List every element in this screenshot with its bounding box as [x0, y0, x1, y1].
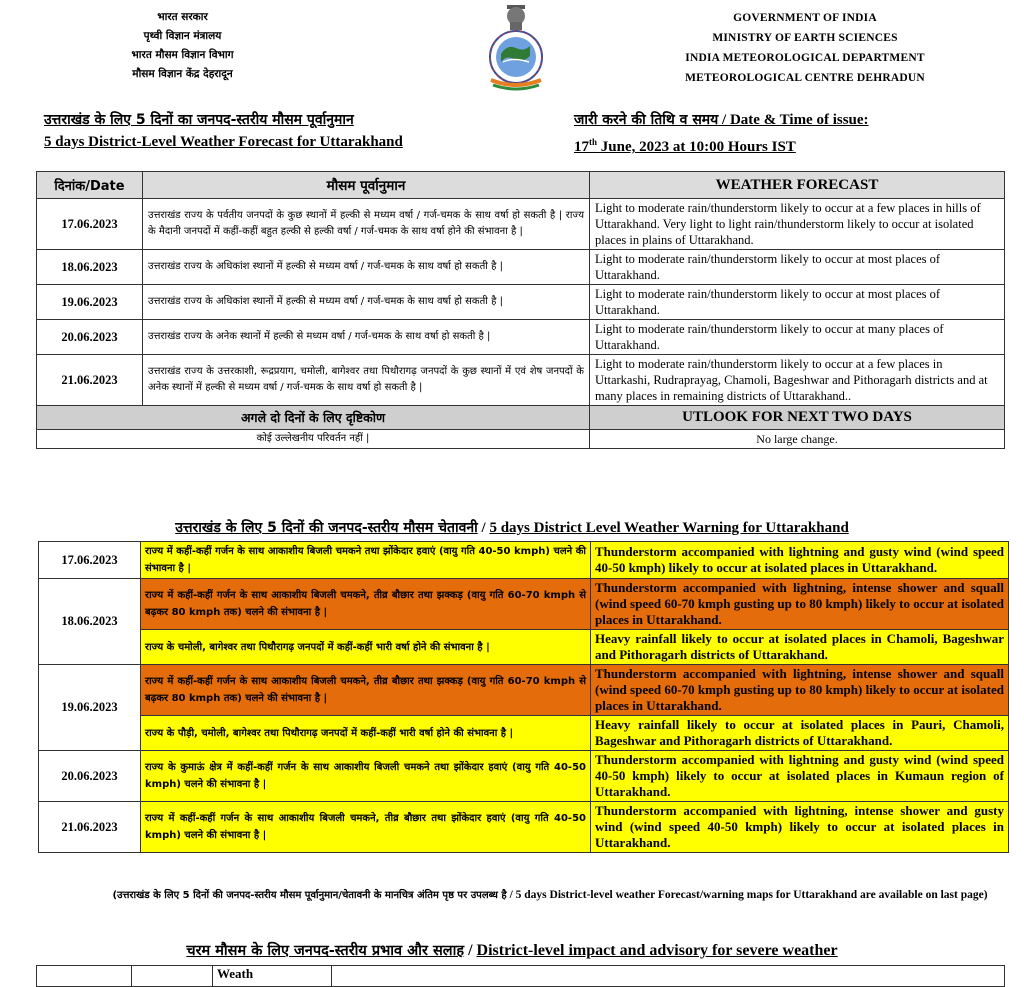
row-hindi-forecast: उत्तराखंड राज्य के अधिकांश स्थानों में हल्की से मध्यम वर्षा / गर्ज-चमक के साथ वर्षा हो सकती है | — [143, 285, 590, 320]
warning-date: 18.06.2023 — [39, 579, 141, 665]
outlook-value-english: No large change. — [590, 430, 1005, 449]
header-hindi-line: भारत सरकार — [157, 11, 208, 23]
warning-date: 21.06.2023 — [39, 802, 141, 853]
warning-hindi-yellow: राज्य के कुमाऊं क्षेत्र में कहीं-कहीं गर्जन के साथ आकाशीय बिजली चमकने तथा झोंकेदार हवाएं (वायु गति 40-50 kmph) चलने की संभावना है | — [141, 751, 591, 802]
warning-hindi-yellow: राज्य में कहीं-कहीं गर्जन के साथ आकाशीय बिजली चमकने, तीव्र बौछार तथा झोंकेदार हवाएं (वायु गति 40-50 kmph) चलने की संभावना है | — [141, 802, 591, 853]
warning-date: 20.06.2023 — [39, 751, 141, 802]
header-english-line: INDIA METEOROLOGICAL DEPARTMENT — [685, 52, 925, 64]
issue-datetime — [574, 131, 869, 158]
issue-day: 17 — [574, 139, 589, 155]
header-english — [660, 8, 950, 88]
warning-title-hindi: उत्तराखंड के लिए 5 दिनों की जनपद-स्तरीय मौसम चेतावनी — [175, 520, 478, 536]
table-row — [39, 542, 1009, 579]
warning-english-orange: Thunderstorm accompanied with lightning, intense shower and squall (wind speed 60-70 kmph gusting up to 80 kmph) likely to occur at isolated places in Uttarakhand. — [591, 665, 1009, 716]
advisory-title-separator: / — [464, 942, 477, 959]
footnote-hindi: (उत्तराखंड के लिए 5 दिनों की जनपद-स्तरीय मौसम पूर्वानुमान/चेतावनी के मानचित्र अंतिम पृष्ठ पर उपलब्ध है — [112, 890, 507, 901]
row-date: 17.06.2023 — [37, 199, 143, 250]
warning-title-separator: / — [477, 520, 490, 536]
row-english-forecast: Light to moderate rain/thunderstorm likely to occur at most places of Uttarakhand. — [590, 285, 1005, 320]
row-english-forecast: Light to moderate rain/thunderstorm likely to occur at a few places in hills of Uttarakhand. Very light to light rain/thunderstorm likely to occur at isolated places in plains of Uttarakhand. — [590, 199, 1005, 250]
issue-label — [574, 110, 869, 131]
warning-date: 19.06.2023 — [39, 665, 141, 751]
table-row — [39, 751, 1009, 802]
warning-english-yellow: Thunderstorm accompanied with lightning and gusty wind (wind speed 40-50 kmph) likely to occur at isolated places in Uttarakhand. — [591, 542, 1009, 579]
warning-table — [38, 541, 1009, 853]
advisory-col-1 — [37, 966, 132, 987]
row-english-forecast: Light to moderate rain/thunderstorm likely to occur at most places of Uttarakhand. — [590, 250, 1005, 285]
warning-english-yellow: Heavy rainfall likely to occur at isolated places in Pauri, Chamoli, Bageshwar and Pithoragarh districts of Uttarakhand. — [591, 716, 1009, 751]
row-hindi-forecast: उत्तराखंड राज्य के पर्वतीय जनपदों के कुछ स्थानों में हल्की से मध्यम वर्षा / गर्ज-चमक के साथ वर्षा हो सकती है | राज्य के मैदानी जनपदों में कहीं-कहीं बहुत हल्की से हल्की वर्षा / गर्ज-चमक के साथ वर्षा होने की संभावना है | — [143, 199, 590, 250]
outlook-header-row — [37, 406, 1005, 430]
outlook-value-hindi: कोई उल्लेखनीय परिवर्तन नहीं | — [37, 430, 590, 449]
table-row — [39, 716, 1009, 751]
hindi-forecast-header: मौसम पूर्वानुमान — [143, 172, 590, 199]
issue-day-suffix: th — [589, 137, 598, 147]
row-english-forecast: Light to moderate rain/thunderstorm likely to occur at many places of Uttarakhand. — [590, 320, 1005, 355]
header-hindi-line: पृथ्वी विज्ञान मंत्रालय — [143, 30, 222, 42]
warning-title-english: 5 days District Level Weather Warning for Uttarakhand — [489, 520, 849, 536]
row-date: 19.06.2023 — [37, 285, 143, 320]
outlook-value-row — [37, 430, 1005, 449]
row-hindi-forecast: उत्तराखंड राज्य के अनेक स्थानों में हल्की से मध्यम वर्षा / गर्ज-चमक के साथ वर्षा हो सकती है | — [143, 320, 590, 355]
warning-english-yellow: Thunderstorm accompanied with lightning and gusty wind (wind speed 40-50 kmph) likely to occur at isolated places in Kumaun region of Uttarakhand. — [591, 751, 1009, 802]
warning-hindi-orange: राज्य में कहीं-कहीं गर्जन के साथ आकाशीय बिजली चमकने, तीव्र बौछार तथा झक्कड़ (वायु गति 60-70 kmph से बढ़कर 80 kmph तक) चलने की संभावना है | — [141, 665, 591, 716]
issue-info — [574, 110, 869, 158]
advisory-col-4 — [332, 966, 1005, 987]
advisory-col-weather: Weath — [213, 966, 332, 987]
header-hindi-line: भारत मौसम विज्ञान विभाग — [131, 49, 234, 61]
forecast-title — [44, 110, 403, 153]
table-row — [39, 802, 1009, 853]
row-date: 20.06.2023 — [37, 320, 143, 355]
table-row — [39, 579, 1009, 630]
table-row — [37, 285, 1005, 320]
row-english-forecast: Light to moderate rain/thunderstorm likely to occur at a few places in Uttarkashi, Rudraprayag, Chamoli, Bageshwar and Pithoragarh districts and at many places in remaining districts of Uttarakhand.. — [590, 355, 1005, 406]
header-hindi — [95, 8, 270, 84]
issue-label-hindi: जारी करने की तिथि व समय — [574, 112, 719, 128]
warning-english-yellow: Heavy rainfall likely to occur at isolated places in Chamoli, Bageshwar and Pithoragarh districts of Uttarakhand. — [591, 630, 1009, 665]
table-row — [37, 250, 1005, 285]
forecast-title-hindi: उत्तराखंड के लिए 5 दिनों का जनपद-स्तरीय मौसम पूर्वानुमान — [44, 112, 354, 128]
advisory-col-2 — [132, 966, 213, 987]
table-row — [37, 199, 1005, 250]
forecast-table — [36, 171, 1005, 449]
issue-label-english: Date & Time of issue: — [729, 112, 869, 128]
row-date: 18.06.2023 — [37, 250, 143, 285]
advisory-table — [36, 965, 1005, 987]
warning-hindi-orange: राज्य में कहीं-कहीं गर्जन के साथ आकाशीय बिजली चमकने, तीव्र बौछार तथा झक्कड़ (वायु गति 60-70 kmph से बढ़कर 80 kmph तक) चलने की संभावना है | — [141, 579, 591, 630]
footnote-english: / 5 days District-level weather Forecast/warning maps for Uttarakhand are available on last page) — [506, 889, 988, 901]
row-hindi-forecast: उत्तराखंड राज्य के उत्तरकाशी, रूद्रप्रयाग, चमोली, बागेश्वर तथा पिथौरागढ़ जनपदों के कुछ स्थानों में एवं शेष जनपदों के अनेक स्थानों में हल्की से मध्यम वर्षा / गर्ज-चमक के साथ वर्षा हो सकती है | — [143, 355, 590, 406]
header-english-line: METEOROLOGICAL CENTRE DEHRADUN — [685, 72, 925, 84]
warning-english-orange: Thunderstorm accompanied with lightning, intense shower and squall (wind speed 60-70 kmph gusting up to 80 kmph) likely to occur at isolated places in Uttarakhand. — [591, 579, 1009, 630]
advisory-title — [0, 940, 1024, 960]
advisory-title-hindi: चरम मौसम के लिए जनपद-स्तरीय प्रभाव और सलाह — [186, 943, 465, 959]
issue-separator: / — [718, 112, 730, 128]
table-row — [37, 320, 1005, 355]
advisory-title-english: District-level impact and advisory for severe weather — [476, 942, 838, 959]
warning-date: 17.06.2023 — [39, 542, 141, 579]
imd-emblem-icon — [483, 2, 549, 94]
outlook-header-hindi: अगले दो दिनों के लिए दृष्टिकोण — [37, 406, 590, 430]
header-english-line: GOVERNMENT OF INDIA — [733, 12, 877, 24]
issue-rest: June, 2023 at 10:00 Hours IST — [597, 139, 796, 155]
warning-hindi-yellow: राज्य के चमोली, बागेश्वर तथा पिथौरागढ़ जनपदों में कहीं-कहीं भारी वर्षा होने की संभावना है | — [141, 630, 591, 665]
outlook-header-english: UTLOOK FOR NEXT TWO DAYS — [590, 406, 1005, 430]
header-english-line: MINISTRY OF EARTH SCIENCES — [712, 32, 898, 44]
english-forecast-header: WEATHER FORECAST — [590, 172, 1005, 199]
header-hindi-line: मौसम विज्ञान केंद्र देहरादून — [132, 68, 233, 80]
forecast-header-row — [37, 172, 1005, 199]
warning-title — [0, 518, 1024, 537]
warning-english-yellow: Thunderstorm accompanied with lightning, intense shower and gusty wind (wind speed 40-50 kmph) likely to occur at isolated places in Uttarakhand. — [591, 802, 1009, 853]
warning-hindi-yellow: राज्य के पौड़ी, चमोली, बागेश्वर तथा पिथौरागढ़ जनपदों में कहीं-कहीं भारी वर्षा होने की संभावना है | — [141, 716, 591, 751]
row-hindi-forecast: उत्तराखंड राज्य के अधिकांश स्थानों में हल्की से मध्यम वर्षा / गर्ज-चमक के साथ वर्षा हो सकती है | — [143, 250, 590, 285]
table-row — [39, 665, 1009, 716]
table-row — [39, 630, 1009, 665]
date-header: दिनांक/Date — [37, 172, 143, 199]
row-date: 21.06.2023 — [37, 355, 143, 406]
forecast-title-english: 5 days District-Level Weather Forecast for Uttarakhand — [44, 134, 403, 150]
warning-hindi-yellow: राज्य में कहीं-कहीं गर्जन के साथ आकाशीय बिजली चमकने तथा झोंकेदार हवाएं (वायु गति 40-50 kmph) चलने की संभावना है | — [141, 542, 591, 579]
advisory-header-row — [37, 966, 1005, 987]
maps-footnote — [100, 886, 1000, 905]
table-row — [37, 355, 1005, 406]
